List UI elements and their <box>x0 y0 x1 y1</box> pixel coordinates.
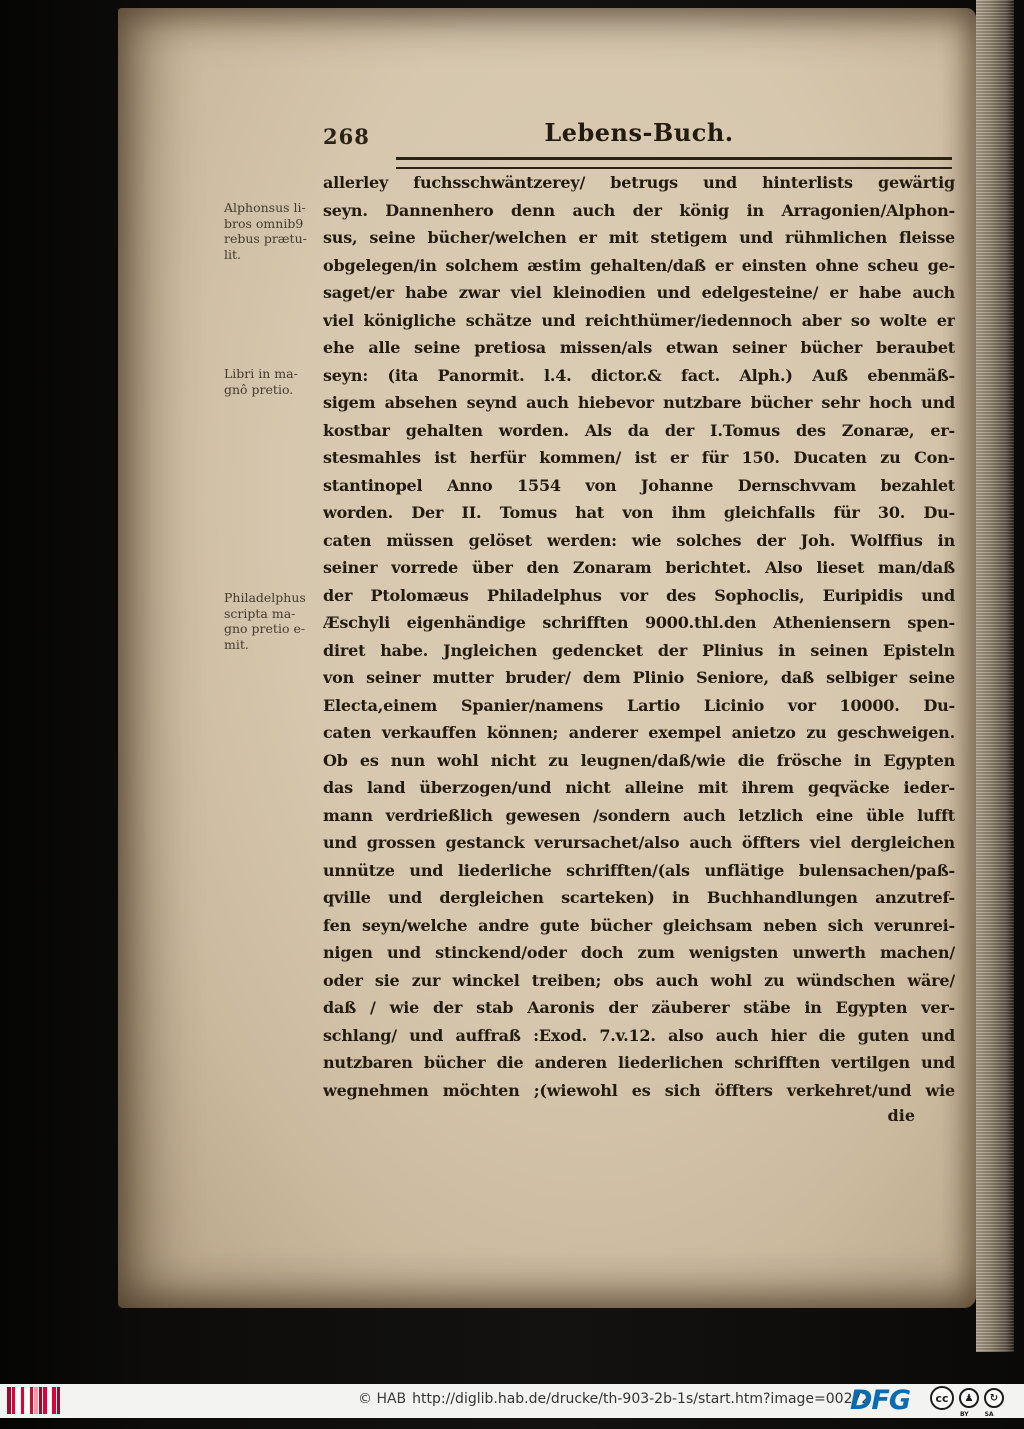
calibration-bar <box>57 1387 61 1414</box>
text-line: sigem absehen seynd auch hiebevor nutzbare bücher sehr hoch und <box>323 393 955 412</box>
text-line: fen seyn/welche andre gute bücher gleichsam neben sich verunrei- <box>323 915 955 935</box>
calibration-bar <box>34 1387 38 1414</box>
text-line: diret habe. Jngleichen gedencket der Plinius in seinen Episteln <box>323 640 955 660</box>
text-line: von seiner mutter bruder/ dem Plinio Seniore, daß selbiger seine <box>323 668 955 687</box>
text-line: der Ptolomæus Philadelphus vor des Sophoclis, Euripidis und <box>323 585 955 605</box>
margin-note-line: rebus prætu- <box>224 231 307 246</box>
catchword: die <box>887 1106 915 1125</box>
text-line: schlang/ und auffraß :Exod. 7.v.12. also auch hier die guten und <box>323 1025 955 1045</box>
margin-note-line: bros omnib9 <box>224 215 304 231</box>
calibration-bar <box>43 1387 47 1414</box>
text-line: mann verdrießlich gewesen /sondern auch letzlich eine üble lufft <box>323 805 955 825</box>
margin-note-line: mit. <box>224 636 249 652</box>
source-attribution <box>358 1391 870 1407</box>
calibration-bar <box>39 1387 43 1414</box>
calibration-bar <box>7 1387 11 1414</box>
header-rule <box>396 157 952 169</box>
text-line: das land überzogen/und nicht alleine mit ihrem geqväcke ieder- <box>323 778 955 797</box>
margin-note-alphonsus <box>224 200 320 262</box>
running-title: Lebens-Buch. <box>544 118 734 147</box>
cc-by-label: BY <box>960 1411 969 1418</box>
text-line: wegnehmen möchten ;(wiewohl es sich öffters verkehret/und wie <box>323 1080 955 1100</box>
text-line: seyn: (ita Panormit. l.4. dictor.& fact. Alph.) Auß ebenmäß- <box>323 365 955 385</box>
text-line: oder sie zur winckel treiben; obs auch wohl zu wündschen wäre/ <box>323 970 955 990</box>
text-line: qville und dergleichen scarteken) in Buchhandlungen anzutref- <box>323 888 955 907</box>
text-line: Æschyli eigenhändige schrifften 9000.thl.den Atheniensern spen- <box>323 613 955 632</box>
calibration-bar <box>48 1387 52 1414</box>
margin-note-line: Libri in ma- <box>224 366 298 381</box>
text-line: ehe alle seine pretiosa missen/als etwan seiner bücher beraubet <box>323 338 955 357</box>
text-line: stantinopel Anno 1554 von Johanne Dernschvvam bezahlet <box>323 475 955 495</box>
dfg-logo: DFG <box>850 1385 911 1416</box>
book-page <box>118 8 976 1308</box>
color-calibration-strip <box>7 1387 60 1414</box>
margin-note-line: scripta ma- <box>224 605 296 621</box>
footer-bar <box>0 1384 1024 1418</box>
text-line: allerley fuchsschwäntzerey/ betrugs und hinterlists gewärtig <box>323 173 955 192</box>
text-line: Electa,einem Spanier/namens Lartio Licinio vor 10000. Du- <box>323 695 955 715</box>
page-edges <box>976 0 1014 1352</box>
text-line: sus, seine bücher/welchen er mit stetigem und rühmlichen fleisse <box>323 228 955 247</box>
calibration-bar <box>25 1387 29 1414</box>
cc-by-person-icon: ♟ <box>959 1388 979 1408</box>
body-text-block <box>323 169 955 1104</box>
calibration-bar <box>12 1387 16 1414</box>
calibration-bar <box>30 1387 34 1414</box>
text-line: seyn. Dannenhero denn auch der könig in Arragonien/Alphon- <box>323 200 955 220</box>
text-line: viel königliche schätze und reichthümer/iedennoch aber so wolte er <box>323 310 955 330</box>
calibration-bar <box>16 1387 20 1414</box>
margin-note-philadelphus <box>224 590 320 652</box>
text-line: saget/er habe zwar viel kleinodien und edelgesteine/ er habe auch <box>323 283 955 302</box>
margin-note-libri <box>224 366 320 397</box>
source-url-link[interactable]: http://diglib.hab.de/drucke/th-903-2b-1s/start.htm?image=00272 <box>412 1391 871 1407</box>
text-line: worden. Der II. Tomus hat von ihm gleichfalls für 30. Du- <box>323 503 955 522</box>
margin-note-line: lit. <box>224 246 241 262</box>
margin-note-line: Philadelphus <box>224 590 306 605</box>
text-line: caten müssen gelöset werden: wie solches der Joh. Wolffius in <box>323 530 955 550</box>
page-number: 268 <box>323 124 370 149</box>
cc-sa-label: SA <box>984 1411 994 1418</box>
text-line: Ob es nun wohl nicht zu leugnen/daß/wie die frösche in Egypten <box>323 750 955 770</box>
margin-note-line: Alphonsus li- <box>224 200 306 215</box>
text-line: nutzbaren bücher die anderen liederlichen schrifften vertilgen und <box>323 1053 955 1072</box>
margin-note-line: gnô pretio. <box>224 381 294 397</box>
cc-sa-arrow-icon: ↻ <box>984 1388 1004 1408</box>
margin-note-line: gno pretio e- <box>224 621 306 636</box>
text-line: caten verkauffen können; anderer exempel anietzo zu geschweigen. <box>323 723 955 742</box>
cc-icon-row <box>930 1386 1020 1410</box>
copyright-label: © HAB <box>358 1391 407 1407</box>
text-line: unnütze und liederliche schrifften/(als unflätige bulensachen/paß- <box>323 860 955 880</box>
cc-license-labels <box>960 1411 1020 1418</box>
text-line: stesmahles ist herfür kommen/ ist er für 150. Ducaten zu Con- <box>323 448 955 467</box>
text-line: daß / wie der stab Aaronis der zäuberer stäbe in Egypten ver- <box>323 998 955 1017</box>
text-line: kostbar gehalten worden. Als da der I.Tomus des Zonaræ, er- <box>323 420 955 440</box>
text-line: nigen und stinckend/oder doch zum wenigsten unwerth machen/ <box>323 943 955 962</box>
text-line: seiner vorrede über den Zonaram berichtet. Also lieset man/daß <box>323 558 955 577</box>
cc-license-badge[interactable] <box>930 1386 1020 1418</box>
calibration-bar <box>52 1387 56 1414</box>
text-line: und grossen gestanck verursachet/also auch öffters viel dergleichen <box>323 833 955 852</box>
calibration-bar <box>21 1387 25 1414</box>
text-line: obgelegen/in solchem æstim gehalten/daß er einsten ohne scheu ge- <box>323 255 955 275</box>
cc-icon: cc <box>930 1386 954 1410</box>
